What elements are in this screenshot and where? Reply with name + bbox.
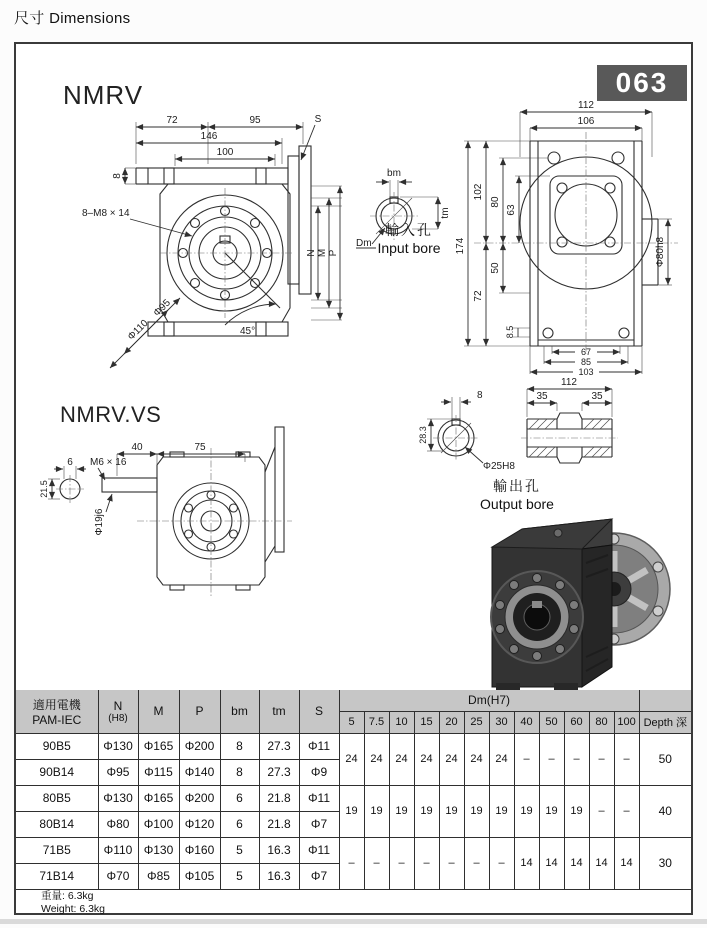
dim-label: 8 xyxy=(477,390,483,401)
cell-s: Φ11 xyxy=(299,733,339,759)
page-title: 尺寸 Dimensions xyxy=(14,10,131,27)
dim-label: 103 xyxy=(578,367,594,377)
cell-n: Φ130 xyxy=(98,785,138,811)
input-bore-caption-zh: 輸入孔 xyxy=(385,222,433,238)
header-dm-size: 30 xyxy=(489,711,514,733)
cell-p: Φ160 xyxy=(179,837,220,863)
weight-note-row xyxy=(16,889,691,916)
dim-label: 35 xyxy=(591,391,603,402)
cell-model: 90B14 xyxy=(16,759,98,785)
nmrv-rear-view-drawing xyxy=(456,96,701,380)
thread-note-label: M6 × 16 xyxy=(90,457,127,468)
cell-dm: – xyxy=(539,733,564,785)
cell-p: Φ200 xyxy=(179,785,220,811)
cell-depth: 40 xyxy=(639,785,691,837)
header-n-tolerance: (H8) xyxy=(108,712,128,724)
dim-label: 112 xyxy=(578,100,594,111)
nmrv-section-heading: NMRV xyxy=(63,80,144,110)
dim-label: 112 xyxy=(561,377,577,388)
table-row xyxy=(16,785,691,811)
input-bore-caption xyxy=(354,220,464,256)
dim-label: 106 xyxy=(577,116,595,127)
header-bm: bm xyxy=(220,690,259,733)
dim-label: P xyxy=(328,249,339,257)
cell-dm: – xyxy=(514,733,539,785)
cell-dm: 14 xyxy=(514,837,539,889)
dim-label: 45° xyxy=(240,326,256,337)
cell-p: Φ140 xyxy=(179,759,220,785)
cell-s: Φ9 xyxy=(299,759,339,785)
cell-dm: 14 xyxy=(614,837,639,889)
cell-dm: 14 xyxy=(589,837,614,889)
cell-n: Φ95 xyxy=(98,759,138,785)
cell-tm: 21.8 xyxy=(259,811,299,837)
header-dm-size: 5 xyxy=(339,711,364,733)
dim-label: 100 xyxy=(216,147,234,158)
model-size-badge: 063 xyxy=(597,65,687,101)
cell-dm: 19 xyxy=(464,785,489,837)
header-depth: Depth 深 xyxy=(639,711,691,733)
dim-label: 174 xyxy=(455,237,466,255)
cell-dm: 19 xyxy=(339,785,364,837)
cell-model: 71B14 xyxy=(16,863,98,889)
dim-label: S xyxy=(314,114,322,125)
cell-dm: 24 xyxy=(389,733,414,785)
header-n-label: N xyxy=(113,698,123,713)
cell-dm: – xyxy=(339,837,364,889)
cell-dm: 19 xyxy=(539,785,564,837)
cell-m: Φ165 xyxy=(138,785,179,811)
cell-dm: 24 xyxy=(339,733,364,785)
header-dm-size: 60 xyxy=(564,711,589,733)
dim-label: 50 xyxy=(490,262,501,274)
cell-dm: – xyxy=(589,733,614,785)
nmrv-vs-view-drawing xyxy=(39,422,312,617)
dim-label: 35 xyxy=(536,391,548,402)
nmrv-vs-section-heading: NMRV.VS xyxy=(60,402,162,427)
cell-model: 80B5 xyxy=(16,785,98,811)
input-bore-caption-en: Input bore xyxy=(377,240,441,256)
page-bottom-divider xyxy=(0,919,707,924)
cell-n: Φ110 xyxy=(98,837,138,863)
header-pam-zh: 適用電機 xyxy=(32,697,81,712)
nmrv-front-view-drawing xyxy=(80,110,345,372)
header-pam-en: PAM-IEC xyxy=(32,712,82,727)
cell-s: Φ11 xyxy=(299,837,339,863)
output-bore-caption-zh: 輸出孔 xyxy=(493,478,541,494)
dim-label: 63 xyxy=(506,204,517,216)
cell-n: Φ70 xyxy=(98,863,138,889)
dim-label: bm xyxy=(387,168,401,179)
dim-label: N xyxy=(306,249,317,257)
cell-m: Φ130 xyxy=(138,837,179,863)
product-photo xyxy=(462,497,672,697)
dimension-spec-table xyxy=(16,690,691,916)
header-n xyxy=(98,690,138,733)
cell-dm: 19 xyxy=(414,785,439,837)
cell-model: 71B5 xyxy=(16,837,98,863)
cell-dm: – xyxy=(489,837,514,889)
dim-label: 95 xyxy=(249,115,261,126)
cell-tm: 16.3 xyxy=(259,837,299,863)
header-dm-size: 15 xyxy=(414,711,439,733)
dim-label: 80 xyxy=(490,196,501,208)
cell-dm: 14 xyxy=(539,837,564,889)
dim-label: 72 xyxy=(473,290,484,302)
cell-dm: – xyxy=(389,837,414,889)
cell-dm: 19 xyxy=(389,785,414,837)
header-dm-group: Dm(H7) xyxy=(339,690,639,711)
header-m: M xyxy=(138,690,179,733)
cell-dm: – xyxy=(464,837,489,889)
dim-label: 102 xyxy=(473,183,484,201)
cell-dm: 24 xyxy=(439,733,464,785)
dim-label: tm xyxy=(440,207,451,219)
header-empty xyxy=(639,690,691,711)
dim-label: Φ110 xyxy=(125,317,151,343)
header-dm-size: 25 xyxy=(464,711,489,733)
cell-m: Φ100 xyxy=(138,811,179,837)
weight-note-zh: 重量: 6.3kg xyxy=(41,889,94,902)
header-dm-size: 50 xyxy=(539,711,564,733)
cell-dm: 19 xyxy=(564,785,589,837)
cell-dm: 24 xyxy=(489,733,514,785)
dim-label: 8 xyxy=(112,173,123,179)
cell-dm: – xyxy=(589,785,614,837)
cell-bm: 6 xyxy=(220,785,259,811)
cell-dm: – xyxy=(439,837,464,889)
dim-label: 28.3 xyxy=(418,426,428,444)
cell-m: Φ85 xyxy=(138,863,179,889)
dim-label: 75 xyxy=(194,442,206,453)
content-frame xyxy=(14,42,693,915)
header-pam-iec xyxy=(16,690,98,733)
weight-note-cell xyxy=(16,889,691,916)
cell-dm: – xyxy=(414,837,439,889)
header-dm-size: 20 xyxy=(439,711,464,733)
cell-p: Φ105 xyxy=(179,863,220,889)
table-row xyxy=(16,837,691,863)
cell-m: Φ165 xyxy=(138,733,179,759)
header-s: S xyxy=(299,690,339,733)
output-bore-caption-en: Output bore xyxy=(480,496,554,512)
cell-s: Φ7 xyxy=(299,811,339,837)
cell-p: Φ200 xyxy=(179,733,220,759)
dim-label: Φ19j6 xyxy=(94,508,105,536)
dim-label: M xyxy=(317,248,328,258)
bolt-note-label: 8–M8 × 14 xyxy=(82,208,130,219)
cell-tm: 27.3 xyxy=(259,733,299,759)
header-dm-size: 80 xyxy=(589,711,614,733)
cell-dm: – xyxy=(614,733,639,785)
dim-label: 67 xyxy=(580,347,592,357)
header-dm-size: 100 xyxy=(614,711,639,733)
weight-note-en: Weight: 6.3kg xyxy=(41,902,106,915)
cell-s: Φ11 xyxy=(299,785,339,811)
cell-tm: 21.8 xyxy=(259,785,299,811)
cell-dm: 24 xyxy=(414,733,439,785)
cell-dm: 24 xyxy=(464,733,489,785)
header-dm-size: 7.5 xyxy=(364,711,389,733)
cell-dm: – xyxy=(564,733,589,785)
cell-p: Φ120 xyxy=(179,811,220,837)
cell-tm: 16.3 xyxy=(259,863,299,889)
cell-bm: 6 xyxy=(220,811,259,837)
dim-label: Φ95 xyxy=(151,297,173,319)
dim-label: 146 xyxy=(200,131,218,142)
dim-label: 6 xyxy=(67,457,73,468)
cell-depth: 30 xyxy=(639,837,691,889)
dim-label: Φ25H8 xyxy=(483,461,515,472)
cell-bm: 5 xyxy=(220,863,259,889)
table-row xyxy=(16,733,691,759)
cell-dm: 19 xyxy=(514,785,539,837)
cell-model: 80B14 xyxy=(16,811,98,837)
cell-n: Φ80 xyxy=(98,811,138,837)
cell-dm: 14 xyxy=(564,837,589,889)
header-dm-size: 40 xyxy=(514,711,539,733)
cell-dm: 24 xyxy=(364,733,389,785)
dim-label: 8.5 xyxy=(505,325,515,339)
header-dm-size: 10 xyxy=(389,711,414,733)
cell-bm: 5 xyxy=(220,837,259,863)
dim-label: 40 xyxy=(131,442,143,453)
dim-label: 72 xyxy=(166,115,178,126)
cell-s: Φ7 xyxy=(299,863,339,889)
cell-dm: 19 xyxy=(489,785,514,837)
dim-label: Φ80h8 xyxy=(655,236,666,268)
cell-depth: 50 xyxy=(639,733,691,785)
cell-dm: – xyxy=(614,785,639,837)
dim-label: 85 xyxy=(580,357,592,367)
dim-label: 21.5 xyxy=(39,480,49,498)
cell-dm: 19 xyxy=(439,785,464,837)
cell-n: Φ130 xyxy=(98,733,138,759)
cell-m: Φ115 xyxy=(138,759,179,785)
cell-tm: 27.3 xyxy=(259,759,299,785)
cell-dm: 19 xyxy=(364,785,389,837)
cell-model: 90B5 xyxy=(16,733,98,759)
cell-bm: 8 xyxy=(220,733,259,759)
header-tm: tm xyxy=(259,690,299,733)
cell-dm: – xyxy=(364,837,389,889)
cell-bm: 8 xyxy=(220,759,259,785)
dim-label: Dm xyxy=(356,238,372,249)
header-p: P xyxy=(179,690,220,733)
